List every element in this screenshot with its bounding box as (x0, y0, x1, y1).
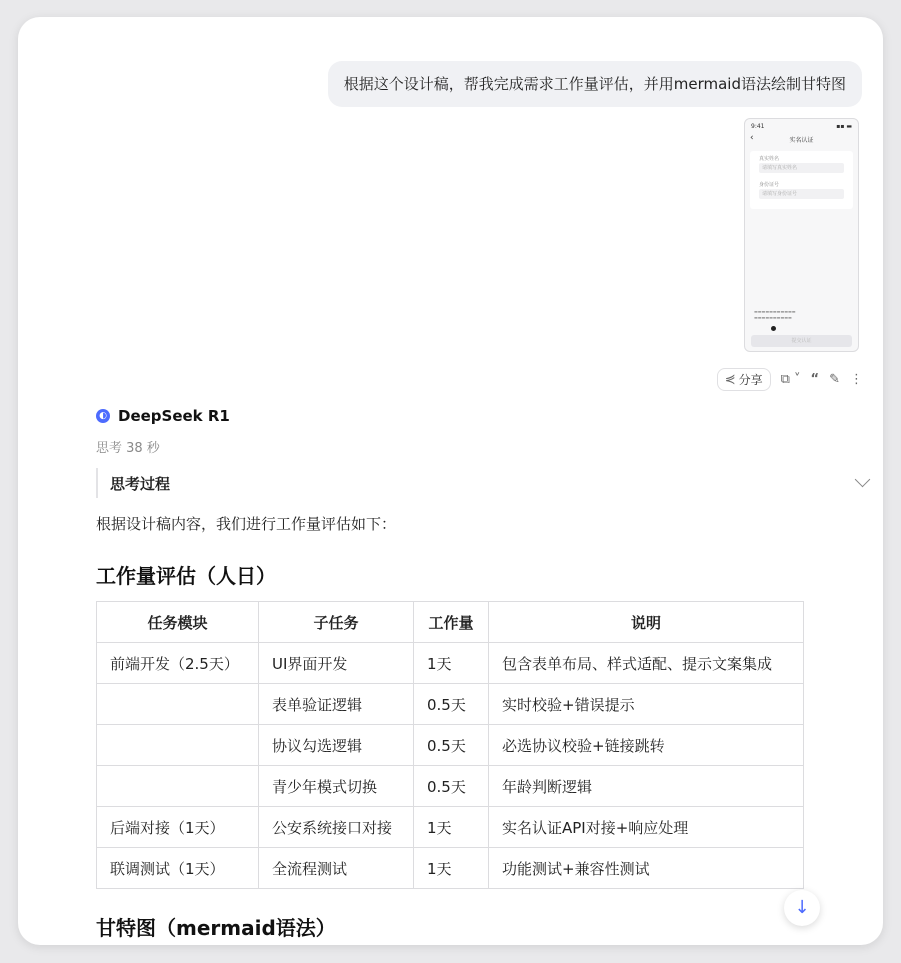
table-row (97, 766, 804, 807)
back-chevron-icon: ‹ (750, 133, 754, 143)
answer-intro: 根据设计稿内容，我们进行工作量评估如下： (96, 515, 397, 533)
estimate-heading: 工作量评估（人日） (96, 564, 276, 588)
mock-status-time: 9:41 (751, 123, 765, 130)
user-message: 根据这个设计稿，帮我完成需求工作量评估，并用mermaid语法绘制甘特图 (328, 61, 862, 107)
share-button[interactable] (717, 368, 771, 391)
arrow-down-icon: ↓ (794, 897, 810, 918)
table-cell: 实名认证API对接+响应处理 (489, 807, 804, 848)
gantt-heading: 甘特图（mermaid语法） (96, 916, 336, 940)
mock-name-label: 真实姓名 (759, 156, 780, 162)
chat-window (18, 17, 883, 945)
think-time: 思考 38 秒 (96, 441, 160, 456)
scroll-down-button[interactable] (784, 890, 820, 926)
table-cell: 联调测试（1天） (97, 848, 259, 889)
estimate-table (96, 601, 804, 889)
table-cell: 协议勾选逻辑 (259, 725, 414, 766)
table-row (97, 848, 804, 889)
table-header-cell: 工作量 (414, 602, 489, 643)
share-label: 分享 (738, 373, 763, 387)
table-cell: 0.5天 (414, 766, 489, 807)
table-cell (97, 766, 259, 807)
mock-id-label: 身份证号 (759, 182, 780, 188)
table-row (97, 684, 804, 725)
table-row (97, 725, 804, 766)
table-cell: 0.5天 (414, 725, 489, 766)
table-cell: UI界面开发 (259, 643, 414, 684)
attached-design-image[interactable] (744, 118, 859, 352)
mock-title: 实名认证 (789, 137, 814, 144)
more-icon[interactable]: ⋮ (850, 372, 863, 387)
model-name: DeepSeek R1 (118, 407, 230, 425)
table-cell: 前端开发（2.5天） (97, 643, 259, 684)
table-cell: 1天 (414, 807, 489, 848)
table-cell: 0.5天 (414, 684, 489, 725)
share-icon: ⋞ (724, 372, 736, 387)
table-header-row (97, 602, 804, 643)
mock-notice-text: ▬▬▬▬▬▬▬▬▬▬▬ ▬▬▬▬▬▬▬▬▬▬ (754, 309, 796, 320)
table-cell: 年龄判断逻辑 (489, 766, 804, 807)
table-row (97, 807, 804, 848)
table-cell: 包含表单布局、样式适配、提示文案集成 (489, 643, 804, 684)
table-cell: 必选协议校验+链接跳转 (489, 725, 804, 766)
table-cell: 1天 (414, 643, 489, 684)
mock-id-field: 请填写身份证号 (759, 189, 844, 199)
table-cell: 功能测试+兼容性测试 (489, 848, 804, 889)
thinking-process-label: 思考过程 (110, 475, 171, 493)
deepseek-logo-icon: ◐ (96, 409, 110, 423)
chevron-down-icon[interactable] (855, 472, 871, 488)
mock-checkbox-icon (771, 326, 776, 331)
table-cell: 全流程测试 (259, 848, 414, 889)
table-header-cell: 说明 (489, 602, 804, 643)
mock-form-card (750, 151, 853, 209)
thinking-process-toggle[interactable] (96, 468, 858, 498)
signal-icon: ▪▪ ▬ (836, 123, 852, 130)
quote-icon[interactable]: “ (810, 372, 820, 387)
table-cell: 1天 (414, 848, 489, 889)
table-cell: 后端对接（1天） (97, 807, 259, 848)
table-header-cell: 任务模块 (97, 602, 259, 643)
table-cell (97, 725, 259, 766)
table-row (97, 643, 804, 684)
model-header (96, 407, 230, 425)
table-header-cell: 子任务 (259, 602, 414, 643)
message-actions (717, 368, 863, 391)
mock-submit-button: 提交认证 (751, 335, 852, 347)
mock-name-field: 请填写真实姓名 (759, 163, 844, 173)
table-cell: 表单验证逻辑 (259, 684, 414, 725)
table-cell: 实时校验+错误提示 (489, 684, 804, 725)
edit-icon[interactable]: ✎ (829, 372, 840, 387)
copy-icon[interactable]: ⧉ ˅ (780, 372, 801, 387)
table-cell (97, 684, 259, 725)
table-cell: 公安系统接口对接 (259, 807, 414, 848)
table-cell: 青少年模式切换 (259, 766, 414, 807)
